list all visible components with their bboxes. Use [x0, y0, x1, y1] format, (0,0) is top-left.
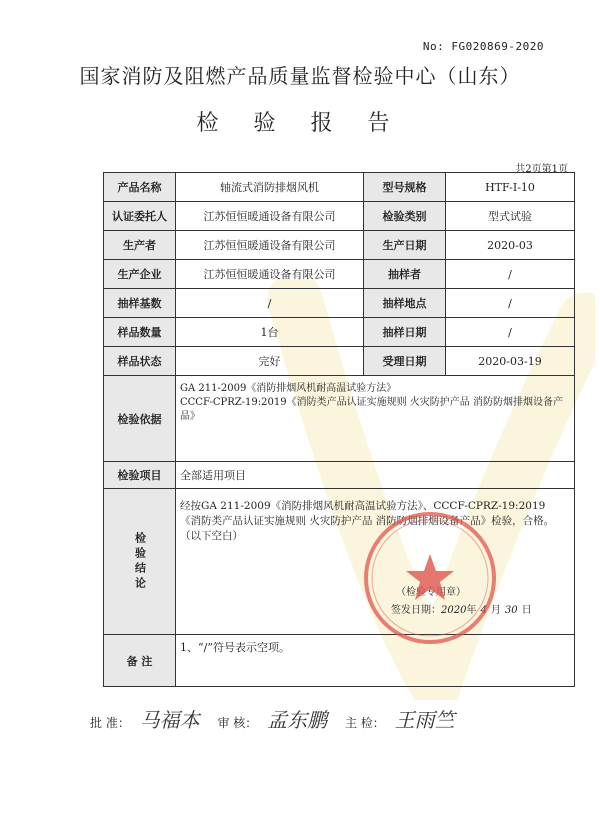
conclusion-label-cell — [104, 489, 176, 635]
factory-value: 江苏恒恒暖通设备有限公司 — [176, 260, 364, 289]
sample-base-label: 抽样基数 — [104, 289, 176, 318]
sampler-value: / — [446, 260, 575, 289]
sample-qty-value: 1台 — [176, 318, 364, 347]
basis-value — [176, 376, 575, 462]
items-label: 检验项目 — [104, 462, 176, 489]
sample-place-label: 抽样地点 — [364, 289, 446, 318]
table-row — [104, 260, 575, 289]
inspection-stamp — [360, 508, 500, 648]
conclusion-line-3: （以下空白） — [180, 530, 243, 542]
sign-day-unit: 日 — [521, 605, 532, 616]
producer-value: 江苏恒恒暖通设备有限公司 — [176, 231, 364, 260]
approve-signature: 马福本 — [139, 708, 200, 732]
product-name-value: 轴流式消防排烟风机 — [176, 173, 364, 202]
table-row — [104, 462, 575, 489]
report-table — [103, 172, 575, 687]
sample-place-value: / — [446, 289, 575, 318]
sign-day: 30 — [504, 605, 518, 616]
sample-qty-label: 样品数量 — [104, 318, 176, 347]
sampler-label: 抽样者 — [364, 260, 446, 289]
items-value: 全部适用项目 — [176, 462, 575, 489]
accept-date-label: 受理日期 — [364, 347, 446, 376]
remarks-value: 1、“/”符号表示空项。 — [176, 635, 575, 687]
basis-label: 检验依据 — [104, 376, 176, 462]
table-row — [104, 231, 575, 260]
document-title: 检 验 报 告 — [196, 111, 404, 136]
remarks-label: 备 注 — [104, 635, 176, 687]
sign-year: 2020 — [441, 605, 467, 616]
approve-label: 批 准： — [90, 716, 130, 730]
report-number: No: FG020869-2020 — [422, 40, 544, 53]
test-label: 主 检： — [344, 716, 385, 730]
stamp-note: （检验专用章） — [396, 587, 466, 598]
sample-date-label: 抽样日期 — [364, 318, 446, 347]
factory-label: 生产企业 — [104, 260, 176, 289]
review-signature: 孟东鹏 — [267, 708, 328, 732]
client-value: 江苏恒恒暖通设备有限公司 — [176, 202, 364, 231]
table-row — [104, 489, 575, 635]
review-label: 审 核： — [217, 716, 258, 730]
model-value: HTF-I-10 — [446, 173, 575, 202]
table-row — [104, 635, 575, 687]
signature-row — [90, 704, 455, 733]
producer-label: 生产者 — [104, 231, 176, 260]
table-row — [104, 289, 575, 318]
table-row — [104, 318, 575, 347]
conclusion-line-1: 经按GA 211-2009《消防排烟风机耐高温试验方法》、CCCF-CPRZ-19:2019 — [180, 500, 546, 512]
test-signature: 王雨竺 — [394, 708, 455, 732]
sample-state-value: 完好 — [176, 347, 364, 376]
sample-state-label: 样品状态 — [104, 347, 176, 376]
page-info: 共2页第1页 — [515, 164, 568, 175]
conclusion-line-2: 《消防类产品认证实施规则 火灾防护产品 消防防烟排烟设备产品》检验，合格。 — [180, 515, 555, 527]
table-row — [104, 376, 575, 462]
organization-title: 国家消防及阻燃产品质量监督检验中心（山东） — [79, 64, 521, 88]
conclusion-label: 检验结论 — [133, 531, 147, 592]
basis-line-1: GA 211-2009《消防排烟风机耐高温试验方法》 — [180, 383, 397, 394]
sample-date-value: / — [446, 318, 575, 347]
production-date-value: 2020-03 — [446, 231, 575, 260]
test-type-value: 型式试验 — [446, 202, 575, 231]
sign-month: 4 — [480, 605, 487, 616]
sign-month-unit: 月 — [490, 605, 501, 616]
sign-date-prefix: 签发日期： — [391, 605, 441, 616]
sign-year-unit: 年 — [466, 605, 477, 616]
table-row — [104, 347, 575, 376]
model-label: 型号规格 — [364, 173, 446, 202]
table-row — [104, 173, 575, 202]
sample-base-value: / — [176, 289, 364, 318]
client-label: 认证委托人 — [104, 202, 176, 231]
basis-line-2: CCCF-CPRZ-19:2019《消防类产品认证实施规则 火灾防护产品 消防防烟排烟设备产品》 — [180, 397, 563, 422]
accept-date-value: 2020-03-19 — [446, 347, 575, 376]
test-type-label: 检验类别 — [364, 202, 446, 231]
product-name-label: 产品名称 — [104, 173, 176, 202]
production-date-label: 生产日期 — [364, 231, 446, 260]
table-row — [104, 202, 575, 231]
